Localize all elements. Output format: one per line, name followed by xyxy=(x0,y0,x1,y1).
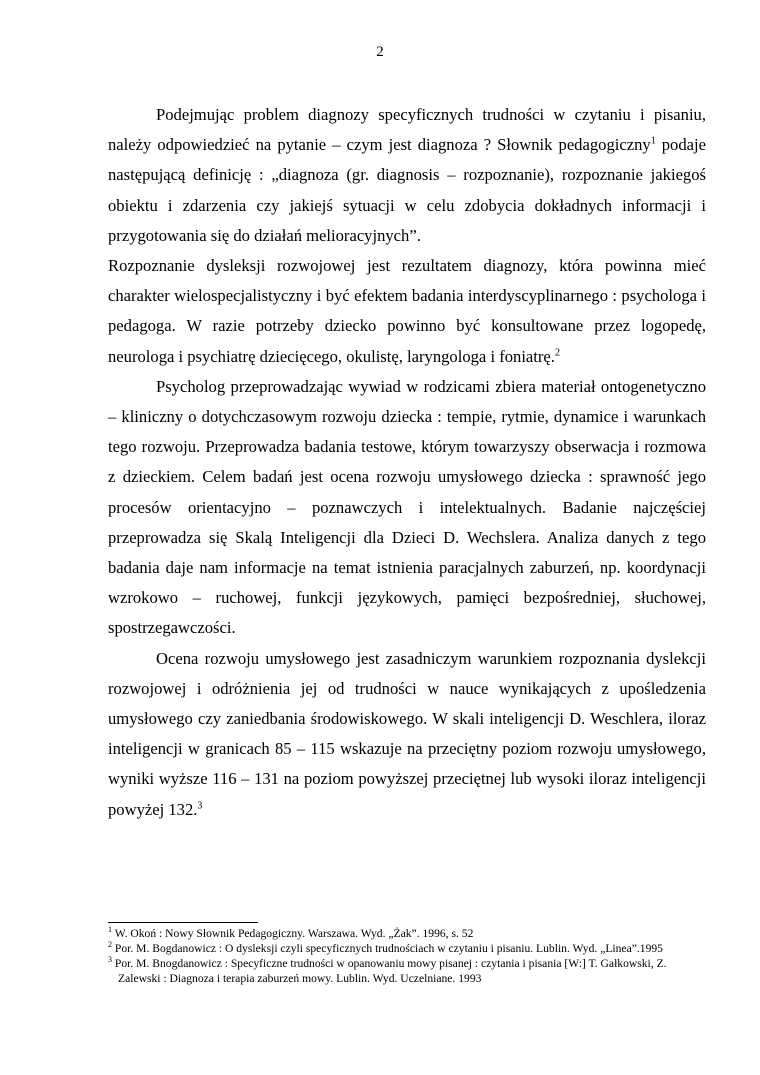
paragraph: Psycholog przeprowadzając wywiad w rodzicami zbiera materiał ontogenetyczno – kliniczny o dotychczasowym rozwoju dziecka : tempie, rytmie, dynamice i warunkach tego rozwoju. Przeprowadza badania testowe, którym towarzyszy obserwacja i rozmowa z dzieckiem. Celem badań jest ocena rozwoju umysłowego dziecka : sprawność jego procesów orientacyjno – poznawczych i intelektualnych. Badanie najczęściej przeprowadza się Skalą Inteligencji dla Dzieci D. Wechslera. Analiza danych z tego badania daje nam informacje na temat istnienia paracjalnych zaburzeń, np. koordynacji wzrokowo – ruchowej, funkcji językowych, pamięci bezpośredniej, słuchowej, spostrzegawczości. xyxy=(108,376,706,638)
footnote: $^2$ Por. M. Bogdanowicz : O dysleksji czyli specyficznych trudnościach w czytaniu i pisaniu. Lublin. Wyd. „Linea”.1995 xyxy=(108,940,663,956)
page-number: 2 xyxy=(376,44,384,60)
paragraph: Podejmując problem diagnozy specyficznych trudności w czytaniu i pisaniu, należy odpowiedzieć na pytanie – czym jest diagnoza ? Słownik pedagogiczny$^1$ podaje następującą definicję : „diagnoza (gr. diagnosis – rozpoznanie), rozpoznanie jakiegoś obiektu i zdarzenia czy jakiejś sytuacji w celu zdobycia dokładnych informacji i przygotowania się do działań melioracyjnych”. xyxy=(108,105,706,245)
footnote-ref: 3 xyxy=(197,800,203,812)
footnote: $^3$ Por. M. Bnogdanowicz : Specyficzne trudności w opanowaniu mowy pisanej : czytania i pisania [W:] T. Gałkowski, Z. Zalewski : Diagnoza i terapia zaburzeń mowy. Lublin. Wyd. Uczelniane. 1993 xyxy=(108,955,667,985)
body-text xyxy=(108,100,706,825)
footnote-ref: 1 xyxy=(650,135,656,147)
footnote-separator xyxy=(108,922,258,923)
footnote: $^1$ W. Okoń : Nowy Słownik Pedagogiczny. Warszawa. Wyd. „Żak”. 1996, s. 52 xyxy=(108,925,474,940)
paragraph: Rozpoznanie dysleksji rozwojowej jest rezultatem diagnozy, która powinna mieć charakter wielospecjalistyczny i być efektem badania interdyscyplinarnego : psychologa i pedagoga. W razie potrzeby dziecko powinno być konsultowane przez logopedę, neurologa i psychiatrę dziecięcego, okulistę, laryngologa i foniatrę.$^2$ xyxy=(108,256,706,366)
footnote-ref: 2 xyxy=(554,347,560,359)
paragraph: Ocena rozwoju umysłowego jest zasadniczym warunkiem rozpoznania dyslekcji rozwojowej i odróżnienia jej od trudności w nauce wynikających z upośledzenia umysłowego czy zaniedbania środowiskowego. W skali inteligencji D. Weschlera, iloraz inteligencji w granicach 85 – 115 wskazuje na przeciętny poziom rozwoju umysłowego, wyniki wyższe 116 – 131 na poziom powyższej przeciętnej lub wysoki iloraz inteligencji powyżej 132.$^3$ xyxy=(108,648,706,819)
footnotes xyxy=(108,927,668,987)
